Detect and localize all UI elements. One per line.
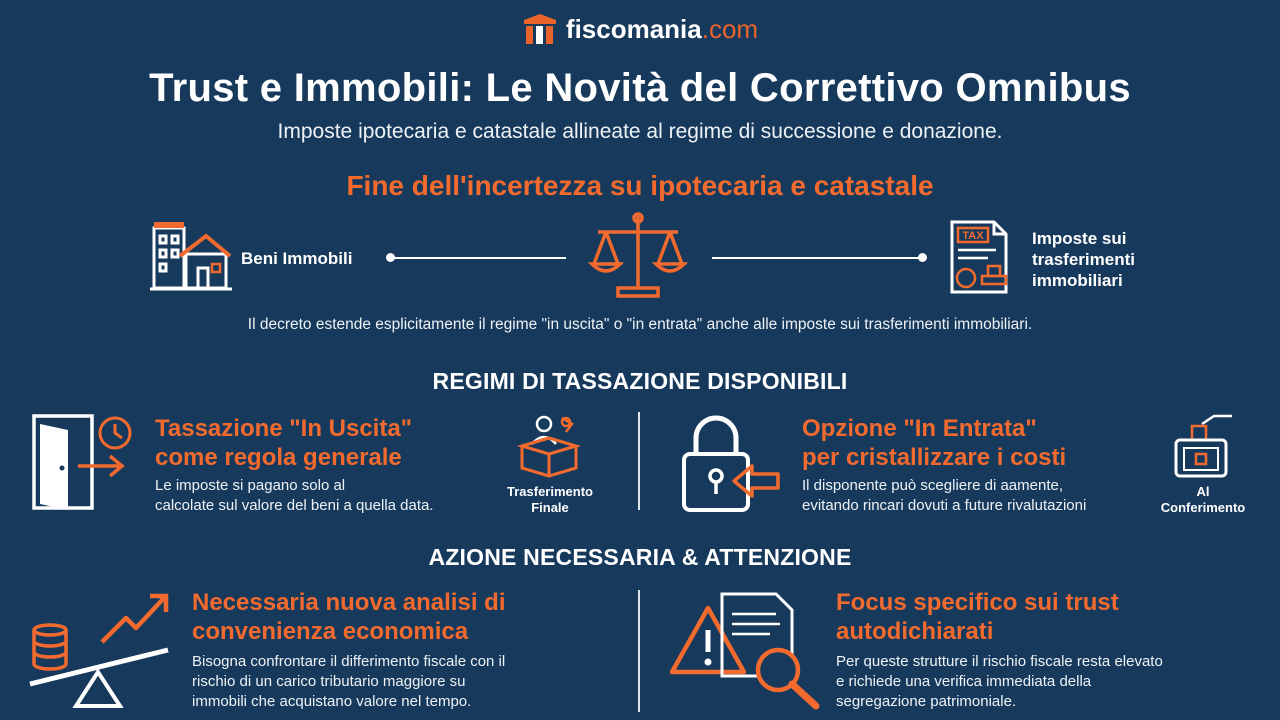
page-title: Trust e Immobili: Le Novità del Correttivo Omnibus [149, 66, 1131, 110]
connector-line-right [712, 257, 924, 259]
section3-divider [638, 590, 640, 712]
section3-title: AZIONE NECESSARIA & ATTENZIONE [428, 544, 852, 570]
section2-title: REGIMI DI TASSAZIONE DISPONIBILI [432, 368, 848, 394]
analisi-body: Bisogna confrontare il differimento fiscale con il rischio di un carico tributario maggiore su immobili che acquistano valore nel tempo. [192, 653, 506, 710]
scales-icon [588, 210, 688, 302]
section1-title: Fine dell'incertezza su ipotecaria e catastale [346, 170, 934, 201]
uscita-title: Tassazione "In Uscita" come regola generale [155, 415, 413, 471]
al-conferimento-label: Al Conferimento [1160, 484, 1246, 515]
fiscomania-logo-icon [522, 12, 558, 46]
entrata-body: Il disponente può scegliere di aamente, evitando rincari dovuti a future rivalutazioni [802, 477, 1087, 514]
safe-deposit-icon [1170, 410, 1236, 482]
trasferimento-finale-label: Trasferimento Finale [507, 484, 593, 515]
brand-name: fiscomania.com [565, 13, 759, 44]
arrow-left-icon [732, 462, 782, 500]
tax-tag: TAX [962, 230, 984, 242]
trend-arrow-icon [100, 590, 172, 646]
tax-document-icon [948, 218, 1020, 296]
brand-logo [0, 12, 1280, 46]
decree-description: Il decreto estende esplicitamente il regime "in uscita" o "in entrata" anche alle imposte sui trasferimenti immobiliari. [247, 316, 1033, 333]
trust-title: Focus specifico sui trust autodichiarati [836, 589, 1119, 645]
connector-line-left [390, 257, 566, 259]
magnifier-document-icon [716, 588, 824, 712]
connector-dot-right [918, 253, 927, 262]
uscita-body: Le imposte si pagano solo al calcolate sul valore del beni a quella data. [155, 477, 434, 514]
trust-body: Per queste strutture il rischio fiscale resta elevato e richiede una verifica immediata della segregazione patrimoniale. [836, 653, 1163, 710]
section2-divider [638, 412, 640, 510]
entrata-title: Opzione "In Entrata" per cristallizzare i costi [802, 415, 1067, 471]
buildings-icon [150, 220, 232, 292]
page-subtitle: Imposte ipotecaria e catastale allineate al regime di successione e donazione. [277, 120, 1003, 143]
box-transfer-icon [516, 410, 582, 480]
analisi-title: Necessaria nuova analisi di convenienza economica [192, 589, 506, 645]
imposte-label: Imposte sui trasferimenti immobiliari [1032, 229, 1135, 290]
clock-icon [96, 414, 134, 452]
beni-immobili-label: Beni Immobili [241, 249, 353, 268]
